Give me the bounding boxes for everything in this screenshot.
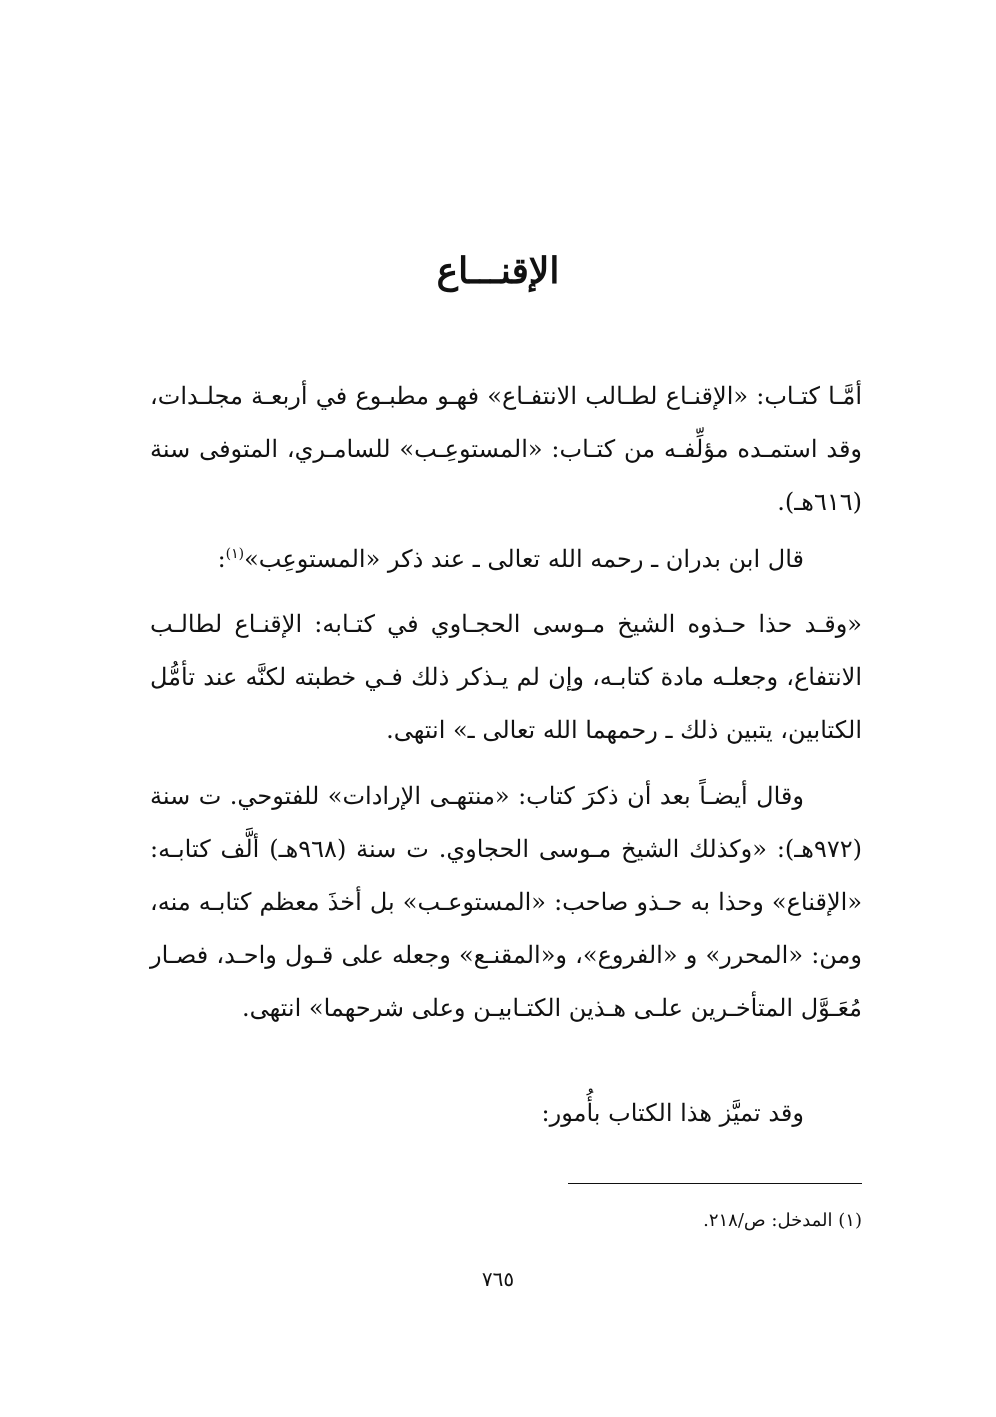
paragraph-5: وقد تميَّز هذا الكتاب بأُمور:	[541, 1099, 804, 1127]
paragraph-1: أمَّـا كتـاب: «الإقنـاع لطـالب الانتفـاع» فهـو مطبـوع في أربعـة مجلـدات، وقد استمـده مؤلِّفـه من كتـاب: «المستوعِـب» للسامـري، المتوفى سنة (٦١٦هـ).	[150, 382, 862, 516]
footnote-divider	[568, 1183, 862, 1184]
footnote-marker: (١)	[225, 546, 245, 562]
paragraph-3-quote: «وقـد حذا حـذوه الشيخ مـوسى الحجـاوي في كتـابه: الإقنـاع لطالـب الانتفاع، وجعلـه مادة كتابـه، وإن لم يـذكر ذلك فـي خطبته لكنَّه عند تأمُّل الكتابين، يتبين ذلك ـ رحمهما الله تعالى ـ» انتهى.	[150, 610, 862, 744]
paragraph-2	[150, 533, 862, 586]
paragraph-4: وقال أيضـاً بعد أن ذكرَ كتاب: «منتهـى الإرادات» للفتوحي. ت سنة (٩٧٢هـ): «وكذلك الشيخ مـوسى الحجاوي. ت سنة (٩٦٨هـ) ألَّف كتابـه: «الإقناع» وحذا به حـذو صاحب: «المستوعـب» بل أخذَ معظم كتابـه منه، ومن: «المحرر» و «الفروع»، و«المقنـع» وجعله على قـول واحـد، فصـار مُعَـوَّل المتأخـرين علـى هـذين الكتـابيـن وعلى شرحهما» انتهى.	[150, 782, 863, 1022]
chapter-title: الإقنـــاع	[436, 250, 560, 292]
footnote: (١) المدخل: ص/٢١٨.	[703, 1210, 862, 1231]
paragraph-2-text: قال ابن بدران ـ رحمه الله تعالى ـ عند ذكر «المستوعِب»	[244, 545, 804, 573]
page-number: ٧٦٥	[481, 1267, 515, 1291]
paragraph-2-colon: :	[217, 545, 226, 573]
